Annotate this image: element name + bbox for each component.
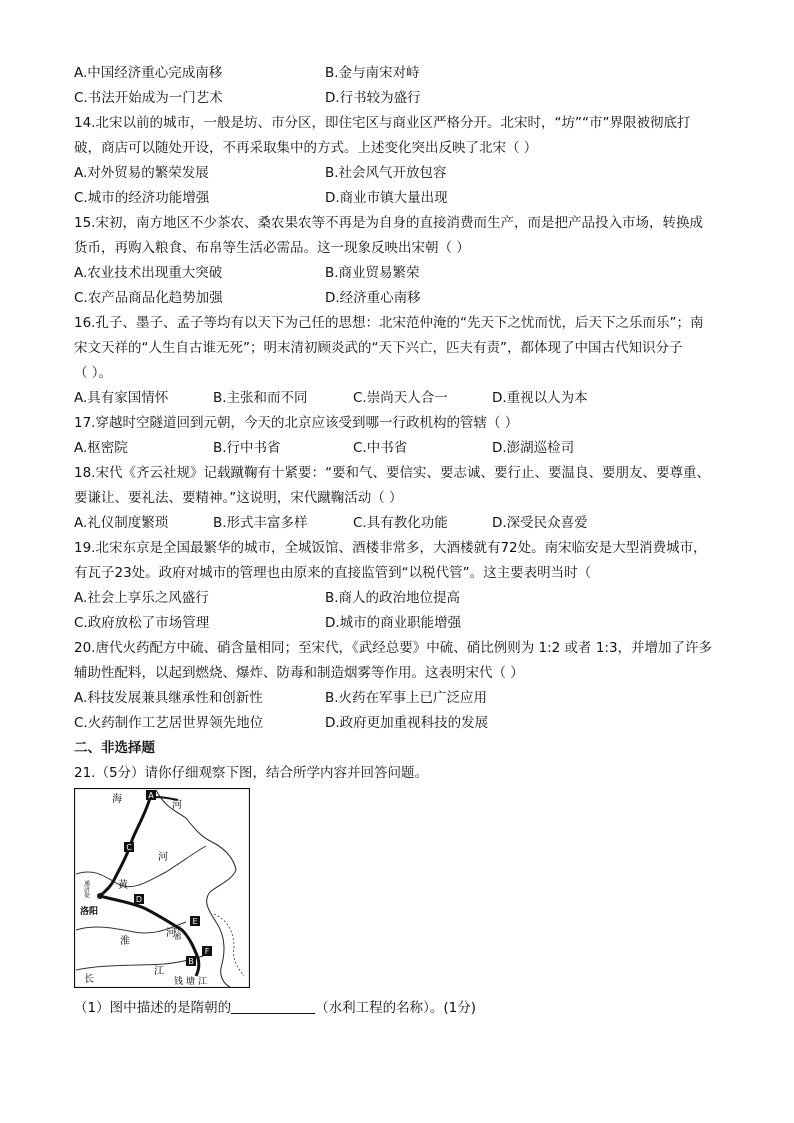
q21-stem: 21.（5分）请你仔细观察下图，结合所学内容并回答问题。 — [74, 765, 429, 781]
marker-d — [134, 894, 144, 904]
q19-stem-line2: 有瓦子23处。政府对城市的管理也由原来的直接监管到“以税代管”。这主要表明当时（ — [74, 565, 592, 581]
label-he-yellow: 河 — [158, 852, 168, 863]
marker-a — [146, 790, 156, 800]
q19-option-a: A.社会上享乐之风盛行 — [74, 590, 209, 606]
q15-stem-line1: 15.宋初，南方地区不少茶农、桑农果农等不再是为自身的直接消费而生产，而是把产品投入市场，转换成 — [74, 215, 703, 231]
q16-stem-line2: 宋文天祥的“人生自古谁无死”；明末清初顾炎武的“天下兴亡，匹夫有责”，都体现了中国古代知识分子 — [74, 340, 683, 356]
q17-option-a: A.枢密院 — [74, 440, 128, 456]
q14-option-b: B.社会风气开放包容 — [325, 165, 447, 181]
q16-option-d: D.重视以人为本 — [492, 390, 588, 406]
q15-option-a: A.农业技术出现重大突破 — [74, 265, 223, 281]
q15-option-c: C.农产品商品化趋势加强 — [74, 290, 223, 306]
svg-text:D: D — [135, 895, 143, 904]
q14-option-d: D.商业市镇大量出现 — [325, 190, 448, 206]
q16-option-c: C.崇尚天人合一 — [353, 390, 448, 406]
q20-stem-line2: 辅助性配料，以起到燃烧、爆炸、防毒和制造烟雾等作用。这表明宋代（ ） — [74, 665, 524, 681]
label-jiangdu: 江都 — [174, 926, 182, 940]
q15-option-d: D.经济重心南移 — [325, 290, 421, 306]
q13-option-d: D.行书较为盛行 — [325, 90, 421, 106]
svg-text:B: B — [188, 957, 194, 966]
q18-option-a: A.礼仪制度繁琐 — [74, 515, 169, 531]
label-tongji: 通济渠 — [82, 880, 90, 898]
q14-option-c: C.城市的经济功能增强 — [74, 190, 210, 206]
svg-text:A: A — [148, 791, 154, 800]
label-hai: 海 — [112, 794, 122, 805]
answer-blank[interactable] — [231, 999, 315, 1014]
svg-text:C: C — [126, 843, 132, 852]
svg-text:E: E — [192, 917, 198, 926]
q18-option-d: D.深受民众喜爱 — [492, 515, 588, 531]
q17-stem: 17.穿越时空隧道回到元朝，今天的北京应该受到哪一行政机构的管辖（ ） — [74, 415, 519, 431]
marker-f — [202, 946, 212, 956]
marker-e — [190, 916, 200, 926]
q19-stem-line1: 19.北宋东京是全国最繁华的城市，全城饭馆、酒楼非常多，大酒楼就有72处。南宋临安是大型消费城市， — [74, 540, 707, 556]
label-qian: 钱 — [174, 977, 184, 987]
q17-option-d: D.澎湖巡检司 — [492, 440, 575, 456]
q15-stem-line2: 货币，再购入粮食、布帛等生活必需品。这一现象反映出宋朝（ ） — [74, 240, 470, 256]
luoyang-dot — [97, 893, 103, 899]
q16-option-b: B.主张和而不同 — [213, 390, 308, 406]
q17-option-b: B.行中书省 — [213, 440, 281, 456]
grand-canal-map — [74, 788, 250, 988]
label-he-north: 河 — [172, 800, 182, 811]
q20-option-a: A.科技发展兼具继承性和创新性 — [74, 690, 263, 706]
q21-sub1-suffix: （水利工程的名称）。(1分) — [315, 1000, 476, 1016]
marker-c — [124, 842, 134, 852]
q19-option-c: C.政府放松了市场管理 — [74, 615, 210, 631]
label-huang: 黄 — [118, 880, 128, 891]
label-chang: 长 — [84, 974, 94, 985]
label-he-huai: 河 — [166, 928, 176, 939]
q17-option-c: C.中书省 — [353, 440, 408, 456]
q13-option-b: B.金与南宋对峙 — [325, 65, 420, 81]
q18-option-b: B.形式丰富多样 — [213, 515, 308, 531]
q19-option-b: B.商人的政治地位提高 — [325, 590, 461, 606]
q21-sub1-prefix: （1）图中描述的是隋朝的 — [74, 1000, 232, 1016]
label-jiang-qiantang: 江 — [198, 977, 208, 987]
label-jiang: 江 — [154, 966, 164, 977]
q19-option-d: D.城市的商业职能增强 — [325, 615, 462, 631]
svg-text:F: F — [204, 947, 210, 956]
q20-option-c: C.火药制作工艺居世界领先地位 — [74, 715, 264, 731]
q20-option-d: D.政府更加重视科技的发展 — [325, 715, 489, 731]
marker-b — [186, 956, 196, 966]
q14-option-a: A.对外贸易的繁荣发展 — [74, 165, 209, 181]
label-huai: 淮 — [120, 936, 130, 947]
q18-option-c: C.具有教化功能 — [353, 515, 448, 531]
label-luoyang: 洛阳 — [80, 907, 99, 917]
q16-stem-line1: 16.孔子、墨子、孟子等均有以天下为己任的思想：北宋范仲淹的“先天下之忧而忧，后天下之乐而乐”；南 — [74, 315, 704, 331]
label-tang: 塘 — [186, 977, 196, 987]
q14-stem-line1: 14.北宋以前的城市，一般是坊、市分区，即住宅区与商业区严格分开。北宋时，“坊”“市”界限被彻底打 — [74, 115, 691, 131]
q15-option-b: B.商业贸易繁荣 — [325, 265, 420, 281]
q21-sub1 — [74, 998, 476, 1018]
q16-stem-line3: （ ）。 — [74, 365, 113, 381]
q18-stem-line1: 18.宋代《齐云社规》记载蹴鞠有十紧要：“要和气、要信实、要志诚、要行止、要温良、要朋友、要尊重、 — [74, 465, 710, 481]
q20-stem-line1: 20.唐代火药配方中硫、硝含量相同；至宋代，《武经总要》中硫、硝比例则为 1:2 或者 1:3，并增加了许多 — [74, 640, 713, 656]
q20-option-b: B.火药在军事上已广泛应用 — [325, 690, 488, 706]
section-heading: 二、非选择题 — [74, 740, 155, 756]
q13-option-c: C.书法开始成为一门艺术 — [74, 90, 223, 106]
q13-option-a: A.中国经济重心完成南移 — [74, 65, 223, 81]
q18-stem-line2: 要谦让、要礼法、要精神。”这说明，宋代蹴鞠活动（ ） — [74, 490, 403, 506]
q14-stem-line2: 破，商店可以随处开设，不再采取集中的方式。上述变化突出反映了北宋（ ） — [74, 140, 538, 156]
q16-option-a: A.具有家国情怀 — [74, 390, 169, 406]
